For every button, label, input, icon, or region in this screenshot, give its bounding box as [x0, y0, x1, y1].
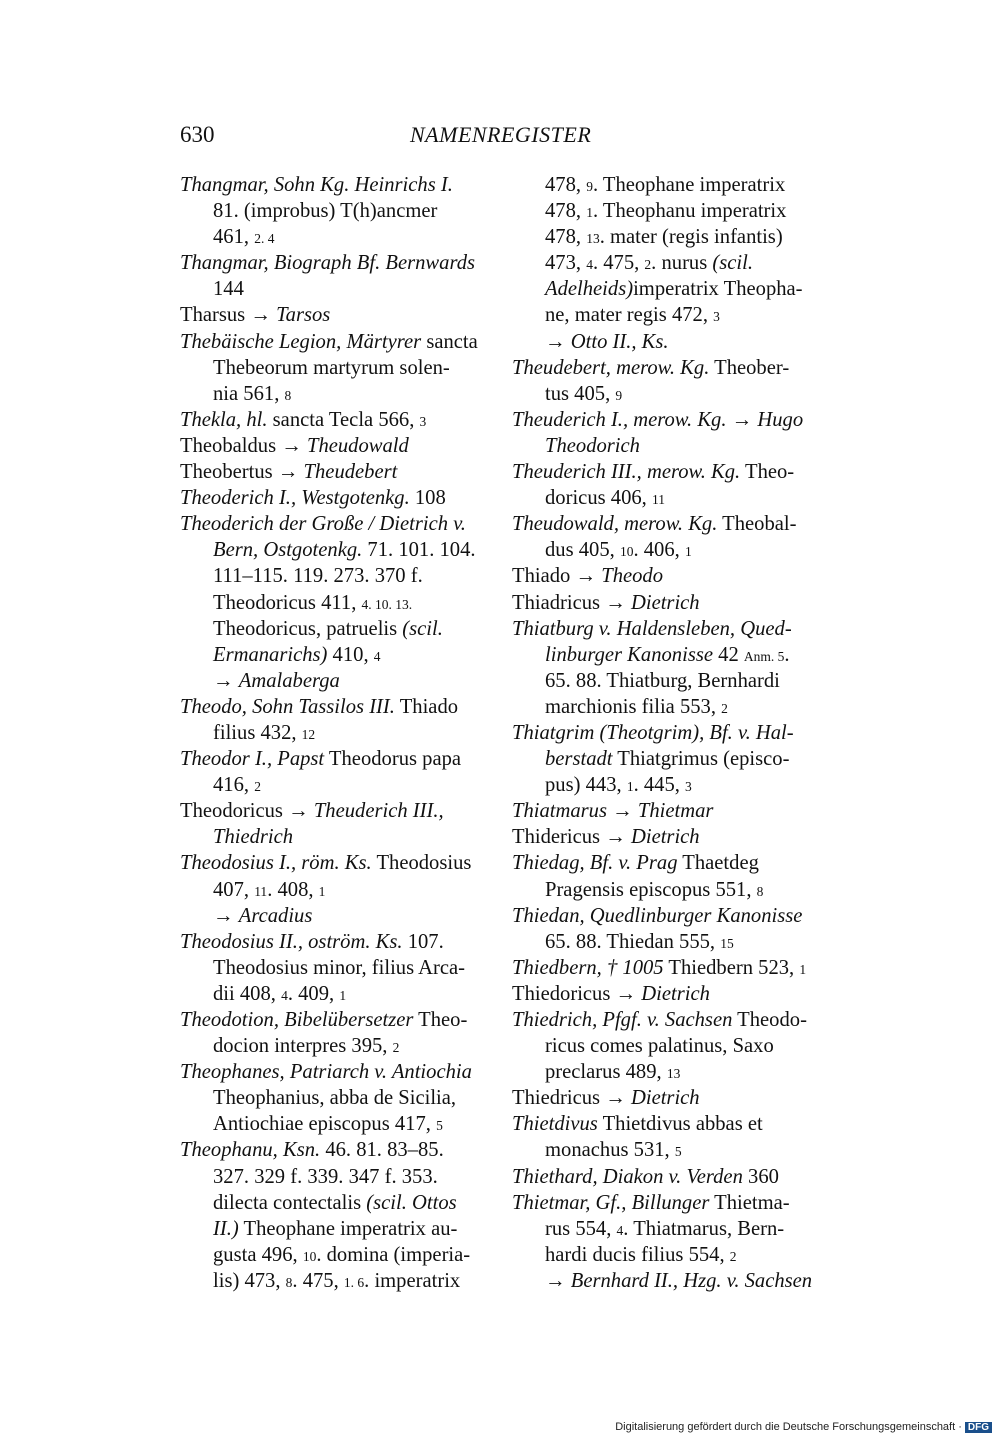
entry-text: Thietdivus abbas et [597, 1113, 763, 1136]
line-reference: 8 [756, 883, 764, 899]
entry-name-italic: Thiedbern, † 1005 [512, 956, 664, 979]
index-entry-line [512, 407, 820, 433]
entry-text: Theober- [709, 356, 790, 379]
index-entry-line [512, 798, 820, 824]
entry-text: 111–115. 119. 273. 370 f. [213, 565, 423, 588]
line-reference: 10 [619, 544, 634, 560]
entry-name-italic: Dietrich [630, 591, 700, 614]
line-reference: 2 [254, 779, 261, 795]
index-entry-line [180, 746, 488, 772]
entry-name-italic: Thietdivus [512, 1113, 598, 1136]
index-continuation-line [512, 537, 820, 563]
entry-text: Theobertus → [180, 461, 304, 484]
entry-name-italic: Thietmar, Gf., Billunger [512, 1191, 710, 1214]
index-continuation-line [180, 537, 488, 563]
line-reference: Anm. 5 [743, 648, 785, 664]
index-entry-line [180, 407, 488, 433]
entry-text: Antiochiae episcopus 417, [213, 1113, 437, 1136]
index-entry-line [180, 302, 488, 328]
index-entry-line [512, 1085, 820, 1111]
index-continuation-line [512, 433, 820, 459]
index-continuation-line [512, 276, 820, 302]
entry-text: . domina (imperia- [316, 1243, 471, 1266]
entry-name-italic: Theophanu, Ksn. [180, 1139, 321, 1162]
index-entry-line [512, 563, 820, 589]
entry-name-italic: II.) [213, 1217, 239, 1240]
index-entry-line [512, 1164, 820, 1190]
line-reference: 4 [373, 648, 381, 664]
index-continuation-line [180, 903, 488, 929]
entry-text: . 409, [287, 982, 340, 1005]
line-reference: 9 [586, 179, 593, 194]
page-number: 630 [180, 122, 215, 147]
index-continuation-line [180, 1111, 488, 1137]
index-continuation-line [180, 1085, 488, 1111]
index-continuation-line [512, 172, 820, 198]
index-continuation-line [512, 746, 820, 772]
index-entry-line [512, 1111, 820, 1137]
page-header [180, 122, 820, 156]
index-entry-line [512, 616, 820, 642]
index-continuation-line [512, 877, 820, 903]
entry-text: Thiedricus → [512, 1087, 631, 1110]
entry-text: dilecta contectalis [213, 1191, 367, 1214]
index-entry-line [512, 720, 820, 746]
entry-text: tus 405, [545, 382, 616, 405]
index-entry-line [180, 929, 488, 955]
entry-text: docion interpres 395, [213, 1035, 393, 1058]
index-entry-line [180, 485, 488, 511]
index-continuation-line [180, 1216, 488, 1242]
index-entry-line [512, 955, 820, 981]
dfg-logo: DFG [965, 1422, 992, 1433]
line-reference: 1 [339, 987, 347, 1003]
entry-name-italic: Theuderich III., merow. Kg. [512, 461, 741, 484]
entry-name-italic: Theodo [601, 565, 664, 588]
entry-text: Theodoricus → [180, 800, 314, 823]
entry-text: Theophane imperatrix au- [238, 1217, 458, 1240]
index-continuation-line [180, 642, 488, 668]
entry-text: pus) 443, [545, 774, 627, 797]
line-reference: 4. 10. 13. [361, 596, 413, 612]
index-entry-line [180, 798, 488, 824]
entry-name-italic: (scil. [402, 617, 443, 640]
entry-name-italic: Thangmar, Sohn Kg. Heinrichs I. [180, 174, 453, 196]
entry-text: Thiedbern 523, [663, 956, 800, 979]
index-continuation-line [180, 563, 488, 589]
entry-text: Theobaldus → [180, 434, 307, 457]
index-entry-line [512, 981, 820, 1007]
entry-name-italic: Thebäische Legion, Märtyrer [180, 330, 422, 353]
index-continuation-line [512, 1268, 820, 1294]
entry-name-italic: Thekla, hl. [180, 408, 268, 431]
entry-text: sancta Tecla 566, [267, 408, 420, 431]
entry-text: . 475, [292, 1269, 344, 1292]
line-reference: 8 [284, 387, 292, 403]
entry-text: doricus 406, [545, 487, 652, 510]
entry-name-italic: Theudowald [306, 434, 409, 457]
index-continuation-line [180, 616, 488, 642]
index-continuation-line [180, 720, 488, 746]
entry-name-italic: Dietrich [641, 982, 710, 1005]
entry-text: Thiedoricus → [512, 982, 642, 1005]
index-entry-line [180, 694, 488, 720]
index-continuation-line [180, 1268, 488, 1294]
line-reference: 2. 4 [254, 231, 275, 247]
entry-text: 327. 329 f. 339. 347 f. 353. [213, 1165, 438, 1188]
entry-text: 407, [213, 878, 255, 901]
entry-text: hardi ducis filius 554, [545, 1243, 730, 1266]
index-continuation-line [180, 877, 488, 903]
entry-name-italic: Arcadius [238, 904, 313, 927]
line-reference: 2 [392, 1040, 400, 1056]
index-continuation-line [512, 302, 820, 328]
entry-name-italic: Theophanes, Patriarch v. Antiochia [180, 1061, 472, 1084]
entry-text: Theodo- [732, 1009, 807, 1031]
entry-name-italic: Thiatgrim (Theotgrim), Bf. v. Hal- [512, 721, 794, 744]
entry-text: ricus comes palatinus, Saxo [545, 1035, 774, 1058]
entry-name-italic: Amalaberga [238, 669, 340, 692]
entry-text: Theodorus papa [324, 748, 462, 771]
index-continuation-line [512, 381, 820, 407]
index-continuation-line [512, 668, 820, 694]
index-entry-line [512, 824, 820, 850]
entry-name-italic: Thiatmarus [512, 800, 607, 823]
entry-text: 416, [213, 774, 255, 797]
entry-text: . mater (regis infantis) [599, 226, 783, 249]
entry-text: 81. (improbus) T(h)ancmer [213, 200, 438, 223]
entry-text: Thiadricus → [512, 591, 631, 614]
entry-name-italic: Tarsos [276, 304, 331, 327]
line-reference: 4 [586, 257, 593, 273]
entry-text: 478, [545, 200, 587, 223]
entry-text: → [545, 1269, 571, 1292]
entry-name-italic: Otto II., Ks. [570, 330, 669, 353]
entry-text: . Thiatmarus, Bern- [623, 1217, 785, 1240]
entry-text: 473, [545, 252, 587, 275]
index-continuation-line [180, 1242, 488, 1268]
index-entry-line [512, 459, 820, 485]
entry-text: preclarus 489, [545, 1061, 667, 1084]
entry-text: . 445, [633, 774, 686, 797]
entry-text: . Theophanu imperatrix [592, 200, 787, 223]
index-continuation-line [180, 955, 488, 981]
entry-text: Theodoricus 411, [213, 591, 362, 614]
index-continuation-line [180, 224, 488, 250]
index-continuation-line [180, 198, 488, 224]
entry-name-italic: Theodorich [545, 434, 640, 457]
entry-name-italic: Theodotion, Bibelübersetzer [180, 1009, 414, 1031]
entry-text: Thietma- [709, 1191, 790, 1214]
entry-text: 65. 88. Thiatburg, Bernhardi [545, 669, 780, 692]
entry-text: Theodosius [371, 852, 472, 875]
index-entry-line [180, 1007, 488, 1033]
entry-name-italic: Thiethard, Diakon v. Verden [512, 1165, 743, 1188]
entry-name-italic: Bernhard II., Hzg. v. Sachsen [570, 1269, 813, 1292]
index-column-left [180, 172, 488, 1294]
entry-text: 71. 101. 104. [362, 539, 476, 562]
entry-text: 144 [213, 278, 244, 301]
line-reference: 8 [285, 1274, 293, 1290]
entry-text: 65. 88. Thiedan 555, [545, 930, 721, 953]
index-continuation-line [512, 642, 820, 668]
entry-text: 108 [409, 487, 446, 510]
entry-text: 461, [213, 226, 255, 249]
line-reference: 1 [684, 544, 692, 560]
entry-text: filius 432, [213, 721, 302, 744]
entry-name-italic: Theodor I., Papst [180, 748, 325, 771]
index-entry-line [180, 1059, 488, 1085]
index-continuation-line [180, 1190, 488, 1216]
entry-name-italic: Theudebert [303, 461, 398, 484]
entry-name-italic: Adelheids) [545, 278, 634, 301]
line-reference: 1. 6 [343, 1274, 365, 1290]
index-entry-line [180, 433, 488, 459]
index-continuation-line [180, 355, 488, 381]
entry-text: 107. [402, 930, 444, 953]
entry-name-italic: Bern, Ostgotenkg. [213, 539, 363, 562]
index-continuation-line [180, 590, 488, 616]
entry-name-italic: Thiatburg v. Haldensleben, Qued- [512, 617, 792, 640]
line-reference: 4 [281, 987, 288, 1003]
entry-text: . [784, 643, 790, 666]
entry-text: Thaetdeg [677, 852, 759, 875]
entry-name-italic: (scil. [712, 252, 753, 275]
index-continuation-line [512, 1137, 820, 1163]
entry-text: → [213, 904, 239, 927]
line-reference: 10 [302, 1248, 317, 1264]
line-reference: 11 [254, 883, 268, 899]
entry-text: 410, [327, 643, 374, 666]
index-entry-line [512, 903, 820, 929]
entry-text: → [607, 800, 638, 823]
entry-text: . 475, [592, 252, 645, 275]
line-reference: 3 [419, 413, 427, 429]
index-entry-line [180, 459, 488, 485]
index-entry-line [512, 355, 820, 381]
index-continuation-line [512, 224, 820, 250]
index-entry-line [512, 590, 820, 616]
entry-text: 46. 81. 83–85. [320, 1139, 444, 1162]
entry-text: → [545, 330, 571, 353]
line-reference: 9 [615, 387, 623, 403]
index-continuation-line [512, 198, 820, 224]
entry-text: monachus 531, [545, 1139, 675, 1162]
index-entry-line [180, 1137, 488, 1163]
index-continuation-line [180, 1164, 488, 1190]
index-continuation-line [512, 1059, 820, 1085]
entry-name-italic: Theuderich I., merow. Kg. [512, 408, 727, 431]
entry-text: . nurus [651, 252, 713, 275]
entry-text: 478, [545, 226, 587, 249]
entry-text: Pragensis episcopus 551, [545, 878, 757, 901]
entry-text: ne, mater regis 472, [545, 304, 714, 327]
entry-name-italic: Theudowald, merow. Kg. [512, 513, 718, 536]
index-continuation-line [512, 772, 820, 798]
line-reference: 5 [436, 1118, 443, 1134]
entry-name-italic: Theudebert, merow. Kg. [512, 356, 710, 379]
index-continuation-line [512, 1033, 820, 1059]
entry-text: . 406, [633, 539, 685, 562]
entry-name-italic: Thiedrich [213, 826, 294, 849]
entry-name-italic: Ermanarichs) [213, 643, 328, 666]
index-continuation-line [180, 668, 488, 694]
index-continuation-line [512, 1216, 820, 1242]
entry-name-italic: Theodo, Sohn Tassilos III. [180, 695, 395, 718]
entry-text: 360 [742, 1165, 779, 1188]
line-reference: 2 [644, 257, 652, 273]
index-entry-line [180, 250, 488, 276]
index-column-right [512, 172, 820, 1294]
index-continuation-line [180, 381, 488, 407]
index-continuation-line [512, 250, 820, 276]
index-continuation-line [512, 329, 820, 355]
entry-text: sancta [421, 330, 478, 353]
index-continuation-line [180, 772, 488, 798]
entry-text: Theo- [413, 1009, 468, 1031]
entry-name-italic: berstadt [545, 748, 613, 771]
index-continuation-line [512, 485, 820, 511]
index-continuation-line [180, 824, 488, 850]
line-reference: 11 [651, 492, 665, 508]
index-entry-line [512, 511, 820, 537]
footer-text: Digitalisierung gefördert durch die Deutsche Forschungsgemeinschaft · [615, 1421, 962, 1433]
entry-name-italic: Thiedrich, Pfgf. v. Sachsen [512, 1009, 733, 1031]
entry-name-italic: Theodosius II., oström. Ks. [180, 930, 403, 953]
entry-name-italic: Dietrich [630, 1087, 700, 1110]
entry-text: gusta 496, [213, 1243, 303, 1266]
index-entry-line [512, 1190, 820, 1216]
footer-credit [615, 1421, 992, 1433]
entry-text: Theo- [740, 461, 795, 484]
entry-text: dii 408, [213, 982, 282, 1005]
index-continuation-line [512, 929, 820, 955]
entry-name-italic: linburger Kanonisse [545, 643, 713, 666]
index-entry-line [512, 850, 820, 876]
entry-text: imperatrix Theopha- [633, 278, 803, 301]
entry-text: Theobal- [717, 513, 797, 536]
entry-text: Theophanius, abba de Sicilia, [213, 1087, 457, 1110]
entry-text: Thiado → [512, 565, 602, 588]
index-continuation-line [180, 276, 488, 302]
entry-name-italic: Thiedag, Bf. v. Prag [512, 852, 678, 875]
entry-text: Tharsus → [180, 304, 277, 327]
index-entry-line [180, 511, 488, 537]
index-continuation-line [512, 1242, 820, 1268]
line-reference: 12 [301, 726, 316, 742]
index-entry-line [512, 1007, 820, 1033]
line-reference: 13 [586, 231, 600, 247]
entry-text: nia 561, [213, 382, 285, 405]
entry-text: . 408, [267, 878, 319, 901]
entry-name-italic: Theoderich I., Westgotenkg. [180, 487, 410, 510]
line-reference: 4 [616, 1222, 624, 1238]
entry-text: . imperatrix [364, 1269, 461, 1292]
line-reference: 5 [674, 1144, 682, 1160]
entry-text: Thebeorum martyrum solen- [213, 356, 450, 379]
entry-name-italic: Thangmar, Biograph Bf. Bernwards [180, 252, 476, 275]
entry-text: lis) 473, [213, 1269, 286, 1292]
line-reference: 3 [685, 779, 692, 795]
index-continuation-line [180, 981, 488, 1007]
entry-name-italic: Thietmar [637, 800, 714, 823]
line-reference: 15 [720, 935, 734, 951]
index-entry-line [180, 850, 488, 876]
entry-text: 478, [545, 174, 587, 196]
line-reference: 2 [721, 700, 728, 716]
entry-text: dus 405, [545, 539, 620, 562]
entry-text: Theodoricus, patruelis [213, 617, 403, 640]
index-continuation-line [512, 694, 820, 720]
entry-name-italic: Thiedan, Quedlinburger Kanonisse [512, 904, 803, 927]
entry-text: → [726, 408, 758, 431]
entry-name-italic: Hugo [757, 408, 804, 431]
line-reference: 1 [626, 779, 634, 795]
entry-text: . Theophane imperatrix [592, 174, 786, 196]
entry-text: marchionis filia 553, [545, 695, 722, 718]
index-continuation-line [180, 1033, 488, 1059]
entry-name-italic: Theodosius I., röm. Ks. [180, 852, 372, 875]
entry-text: → [213, 669, 239, 692]
line-reference: 13 [666, 1066, 681, 1082]
index-entry-line [180, 172, 488, 198]
entry-text: rus 554, [545, 1217, 617, 1240]
entry-text: Thiado [394, 695, 459, 718]
line-reference: 3 [713, 309, 720, 325]
entry-text: 42 [713, 643, 744, 666]
entry-text: Thidericus → [512, 826, 631, 849]
entry-text: Theodosius minor, filius Arca- [213, 956, 465, 979]
entry-name-italic: (scil. Ottos [366, 1191, 457, 1214]
line-reference: 2 [729, 1248, 737, 1264]
line-reference: 1 [799, 961, 807, 977]
entry-name-italic: Theuderich III., [313, 800, 444, 823]
index-entry-line [180, 329, 488, 355]
line-reference: 1 [318, 883, 326, 899]
entry-name-italic: Dietrich [630, 826, 700, 849]
line-reference: 1 [586, 205, 593, 221]
entry-name-italic: Theoderich der Große / Dietrich v. [180, 513, 466, 536]
page-title: NAMENREGISTER [410, 122, 592, 147]
entry-text: Thiatgrimus (episco- [612, 748, 790, 771]
